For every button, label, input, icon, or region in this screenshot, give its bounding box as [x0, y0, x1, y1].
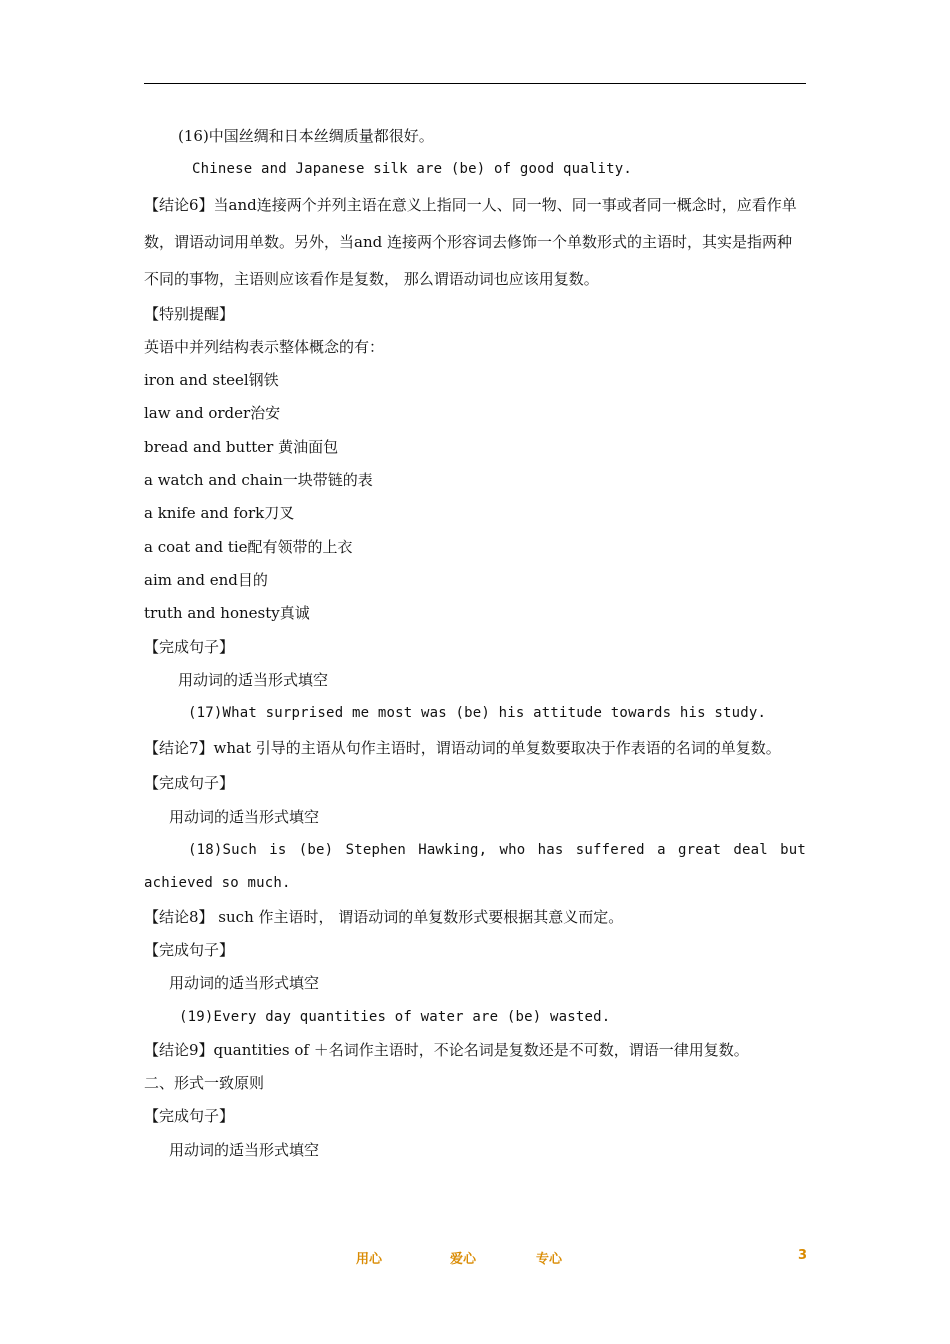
text-line: 英语中并列结构表示整体概念的有： — [144, 337, 385, 356]
list-item: truth and honesty真诚 — [144, 604, 310, 623]
instruction-text: 用动词的适当形式填空 — [169, 807, 320, 826]
exercise-sentence: (19)Every day quantities of water are (be) wasted. — [179, 1008, 611, 1025]
page-footer — [0, 1248, 950, 1268]
footer-motto-3: 专心 — [536, 1252, 563, 1267]
section-heading: 【完成句子】 — [144, 774, 235, 793]
section-heading: 【特别提醒】 — [144, 304, 235, 323]
text-line: Chinese and Japanese silk are (be) of good quality. — [192, 161, 633, 178]
page-number: 3 — [798, 1248, 808, 1263]
conclusion-8-line: 【结论8】 such 作主语时， 谓语动词的单复数形式要根据其意义而定。 — [144, 907, 624, 926]
instruction-text: 用动词的适当形式填空 — [169, 1140, 320, 1159]
exercise-sentence-continued: achieved so much. — [144, 875, 291, 892]
footer-motto-2: 爱心 — [450, 1252, 477, 1267]
section-heading: 【完成句子】 — [144, 1107, 235, 1126]
exercise-sentence: (17)What surprised me most was (be) his attitude towards his study. — [188, 705, 767, 722]
list-item: a knife and fork刀叉 — [144, 504, 295, 523]
list-item: aim and end目的 — [144, 570, 268, 589]
section-title: 二、形式一致原则 — [144, 1074, 265, 1093]
text-line: (16)中国丝绸和日本丝绸质量都很好。 — [178, 127, 434, 145]
header-rule — [144, 83, 806, 84]
list-item: iron and steel钢铁 — [144, 371, 279, 390]
page-content — [144, 120, 806, 1167]
footer-motto-1: 用心 — [356, 1252, 383, 1267]
conclusion-9-line: 【结论9】quantities of ＋名词作主语时，不论名词是复数还是不可数，谓语一律用复数。 — [144, 1040, 749, 1059]
exercise-sentence: (18)Such is (be) Stephen Hawking, who has suffered a great deal but — [188, 842, 806, 859]
list-item: law and order治安 — [144, 404, 281, 423]
list-item: a watch and chain一块带链的表 — [144, 471, 373, 490]
list-item: a coat and tie配有领带的上衣 — [144, 537, 353, 556]
conclusion-7-paragraph: 【结论7】what 引导的主语从句作主语时，谓语动词的单复数要取决于作表语的名词的单复数。 — [144, 739, 781, 758]
list-item: bread and butter 黄油面包 — [144, 437, 339, 456]
instruction-text: 用动词的适当形式填空 — [178, 670, 329, 689]
section-heading: 【完成句子】 — [144, 940, 235, 959]
conclusion-6-paragraph: 【结论6】当and连接两个并列主语在意义上指同一人、同一物、同一事或者同一概念时，应看作单数，谓语动词用单数。另外，当and 连接两个形容词去修饰一个单数形式的主语时，其实是指两种不同的事物，主语则应该看作是复数， 那么谓语动词也应该用复数。 — [144, 195, 797, 288]
instruction-text: 用动词的适当形式填空 — [169, 974, 320, 993]
section-heading: 【完成句子】 — [144, 637, 235, 656]
